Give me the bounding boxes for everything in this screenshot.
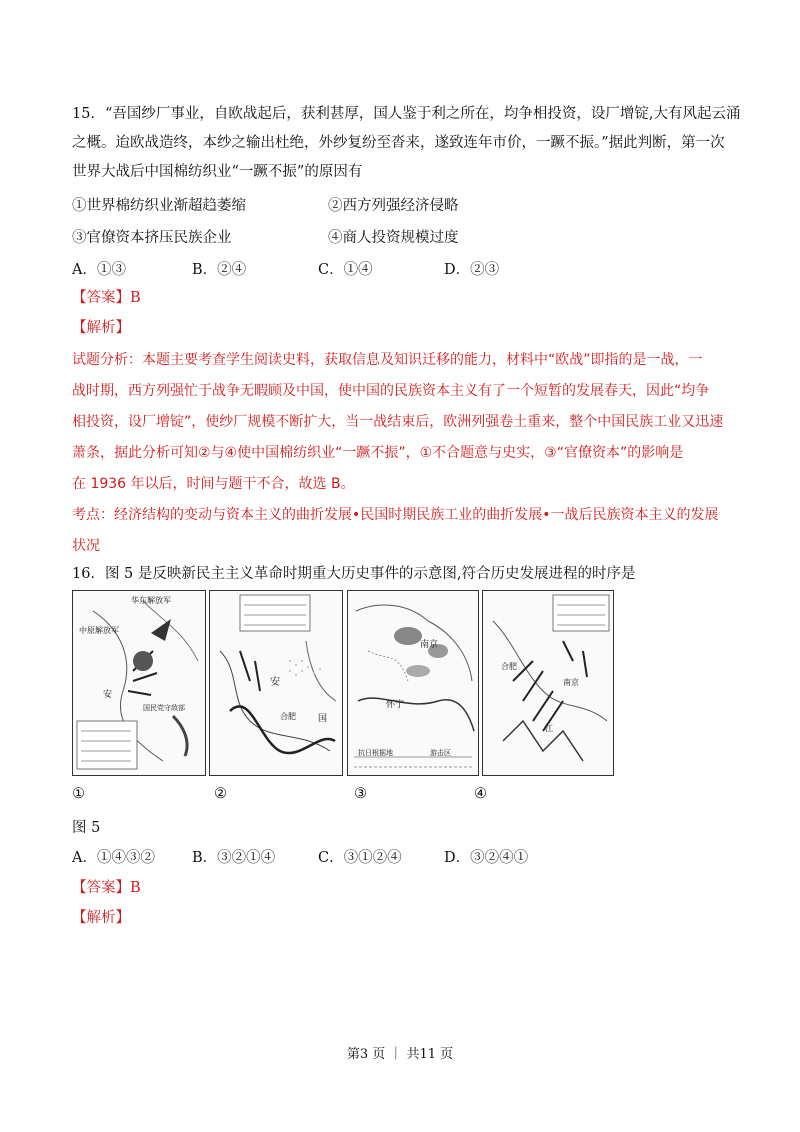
q15-analysis-line-4: 萧条，据此分析可知②与④使中国棉纺织业“一蹶不振”，①不合题意与史实，③“官僚资本”的影响是 [72, 445, 684, 461]
q16-stem: 16．图 5 是反映新民主主义革命时期重大历史事件的示意图,符合历史发展进程的时序是 [72, 566, 636, 582]
map-4-label-2: 南京 [563, 678, 579, 687]
map-1-label-4: 国民党守敌部 [143, 704, 185, 712]
map-1-label-1: 华东解放军 [131, 596, 171, 605]
q15-option-c: C．①④ [318, 262, 373, 278]
map-label-1: ① [72, 786, 85, 802]
map-1-label-3: 安 [103, 690, 113, 700]
map-2-label-3: 国 [318, 714, 328, 724]
q15-kaodian-line-1: 考点：经济结构的变动与资本主义的曲折发展•民国时期民族工业的曲折发展•一战后民族资本主义的发展 [72, 507, 719, 523]
map-3 [347, 590, 479, 776]
q15-answer [72, 288, 141, 308]
map-1-drawing [73, 591, 205, 775]
q16-option-d: D．③②④① [444, 850, 529, 866]
map-3-label-1: 南京 [420, 640, 439, 650]
map-1-label-2: 中原解放军 [79, 626, 119, 635]
q16-answer-label: 【答案】 [72, 880, 130, 896]
map-label-3: ③ [354, 786, 367, 802]
figure-caption: 图 5 [72, 820, 101, 836]
map-3-label-4: 游击区 [430, 749, 451, 757]
q15-analysis-line-2: 战时期，西方列强忙于战争无暇顾及中国，使中国的民族资本主义有了一个短暂的发展春天，因此“均争 [72, 383, 710, 399]
map-2-label-2: 合肥 [280, 712, 296, 721]
q15-option-b: B．②④ [192, 262, 247, 278]
map-4-label-1: 合肥 [501, 662, 517, 671]
q16-analysis-label: 【解析】 [72, 910, 130, 926]
q15-analysis-line-1: 试题分析：本题主要考查学生阅读史料，获取信息及知识迁移的能力，材料中“欧战”即指的是一战，一 [72, 352, 703, 368]
q16-answer-value: B [130, 880, 141, 896]
q16-option-a: A．①④③② [72, 850, 155, 866]
map-3-label-2: 怀宁 [386, 700, 405, 710]
map-2-label-1: 安 [270, 677, 280, 688]
page-footer: 第3 页 ｜ 共11 页 [346, 1047, 454, 1062]
q15-analysis-label: 【解析】 [72, 320, 130, 336]
map-4-label-3: 江 [545, 724, 553, 733]
q15-option-a: A．①③ [72, 262, 126, 278]
q15-item-4: ④商人投资规模过度 [328, 230, 459, 246]
figure-5-maps [72, 590, 784, 774]
map-2 [209, 590, 343, 776]
q15-item-2: ②西方列强经济侵略 [328, 198, 459, 214]
q16-answer [72, 878, 141, 898]
q15-stem-line-3: 世界大战后中国棉纺织业“一蹶不振”的原因有 [72, 164, 363, 180]
q15-option-d: D．②③ [444, 262, 500, 278]
q16-option-c: C．③①②④ [318, 850, 402, 866]
map-4 [482, 590, 614, 776]
q15-stem-line-1: 15．“吾国纱厂事业，自欧战起后，获利甚厚，国人鉴于利之所在，均争相投资，设厂增锭,大有风起云涌 [72, 106, 741, 122]
map-3-label-3: 抗日根据地 [358, 749, 393, 757]
q15-kaodian-line-2: 状况 [72, 538, 100, 554]
q15-item-1: ①世界棉纺织业渐超趋萎缩 [72, 198, 246, 214]
q15-answer-value: B [130, 290, 141, 306]
map-label-4: ④ [474, 786, 487, 802]
q15-stem-line-2: 之概。迨欧战造终，本纱之输出杜绝，外纱复纷至沓来，遂致连年市价，一蹶不振。”据此判断，第一次 [72, 135, 725, 151]
q15-analysis-line-3: 相投资，设厂增锭”，使纱厂规模不断扩大，当一战结束后，欧洲列强卷土重来，整个中国民族工业又迅速 [72, 414, 724, 430]
q15-item-3: ③官僚资本挤压民族企业 [72, 230, 232, 246]
q15-answer-label: 【答案】 [72, 290, 130, 306]
map-label-2: ② [214, 786, 227, 802]
map-1 [72, 590, 206, 776]
map-4-drawing [483, 591, 613, 775]
q15-analysis-line-5: 在 1936 年以后，时间与题干不合，故选 B。 [72, 476, 355, 492]
q16-option-b: B．③②①④ [192, 850, 276, 866]
